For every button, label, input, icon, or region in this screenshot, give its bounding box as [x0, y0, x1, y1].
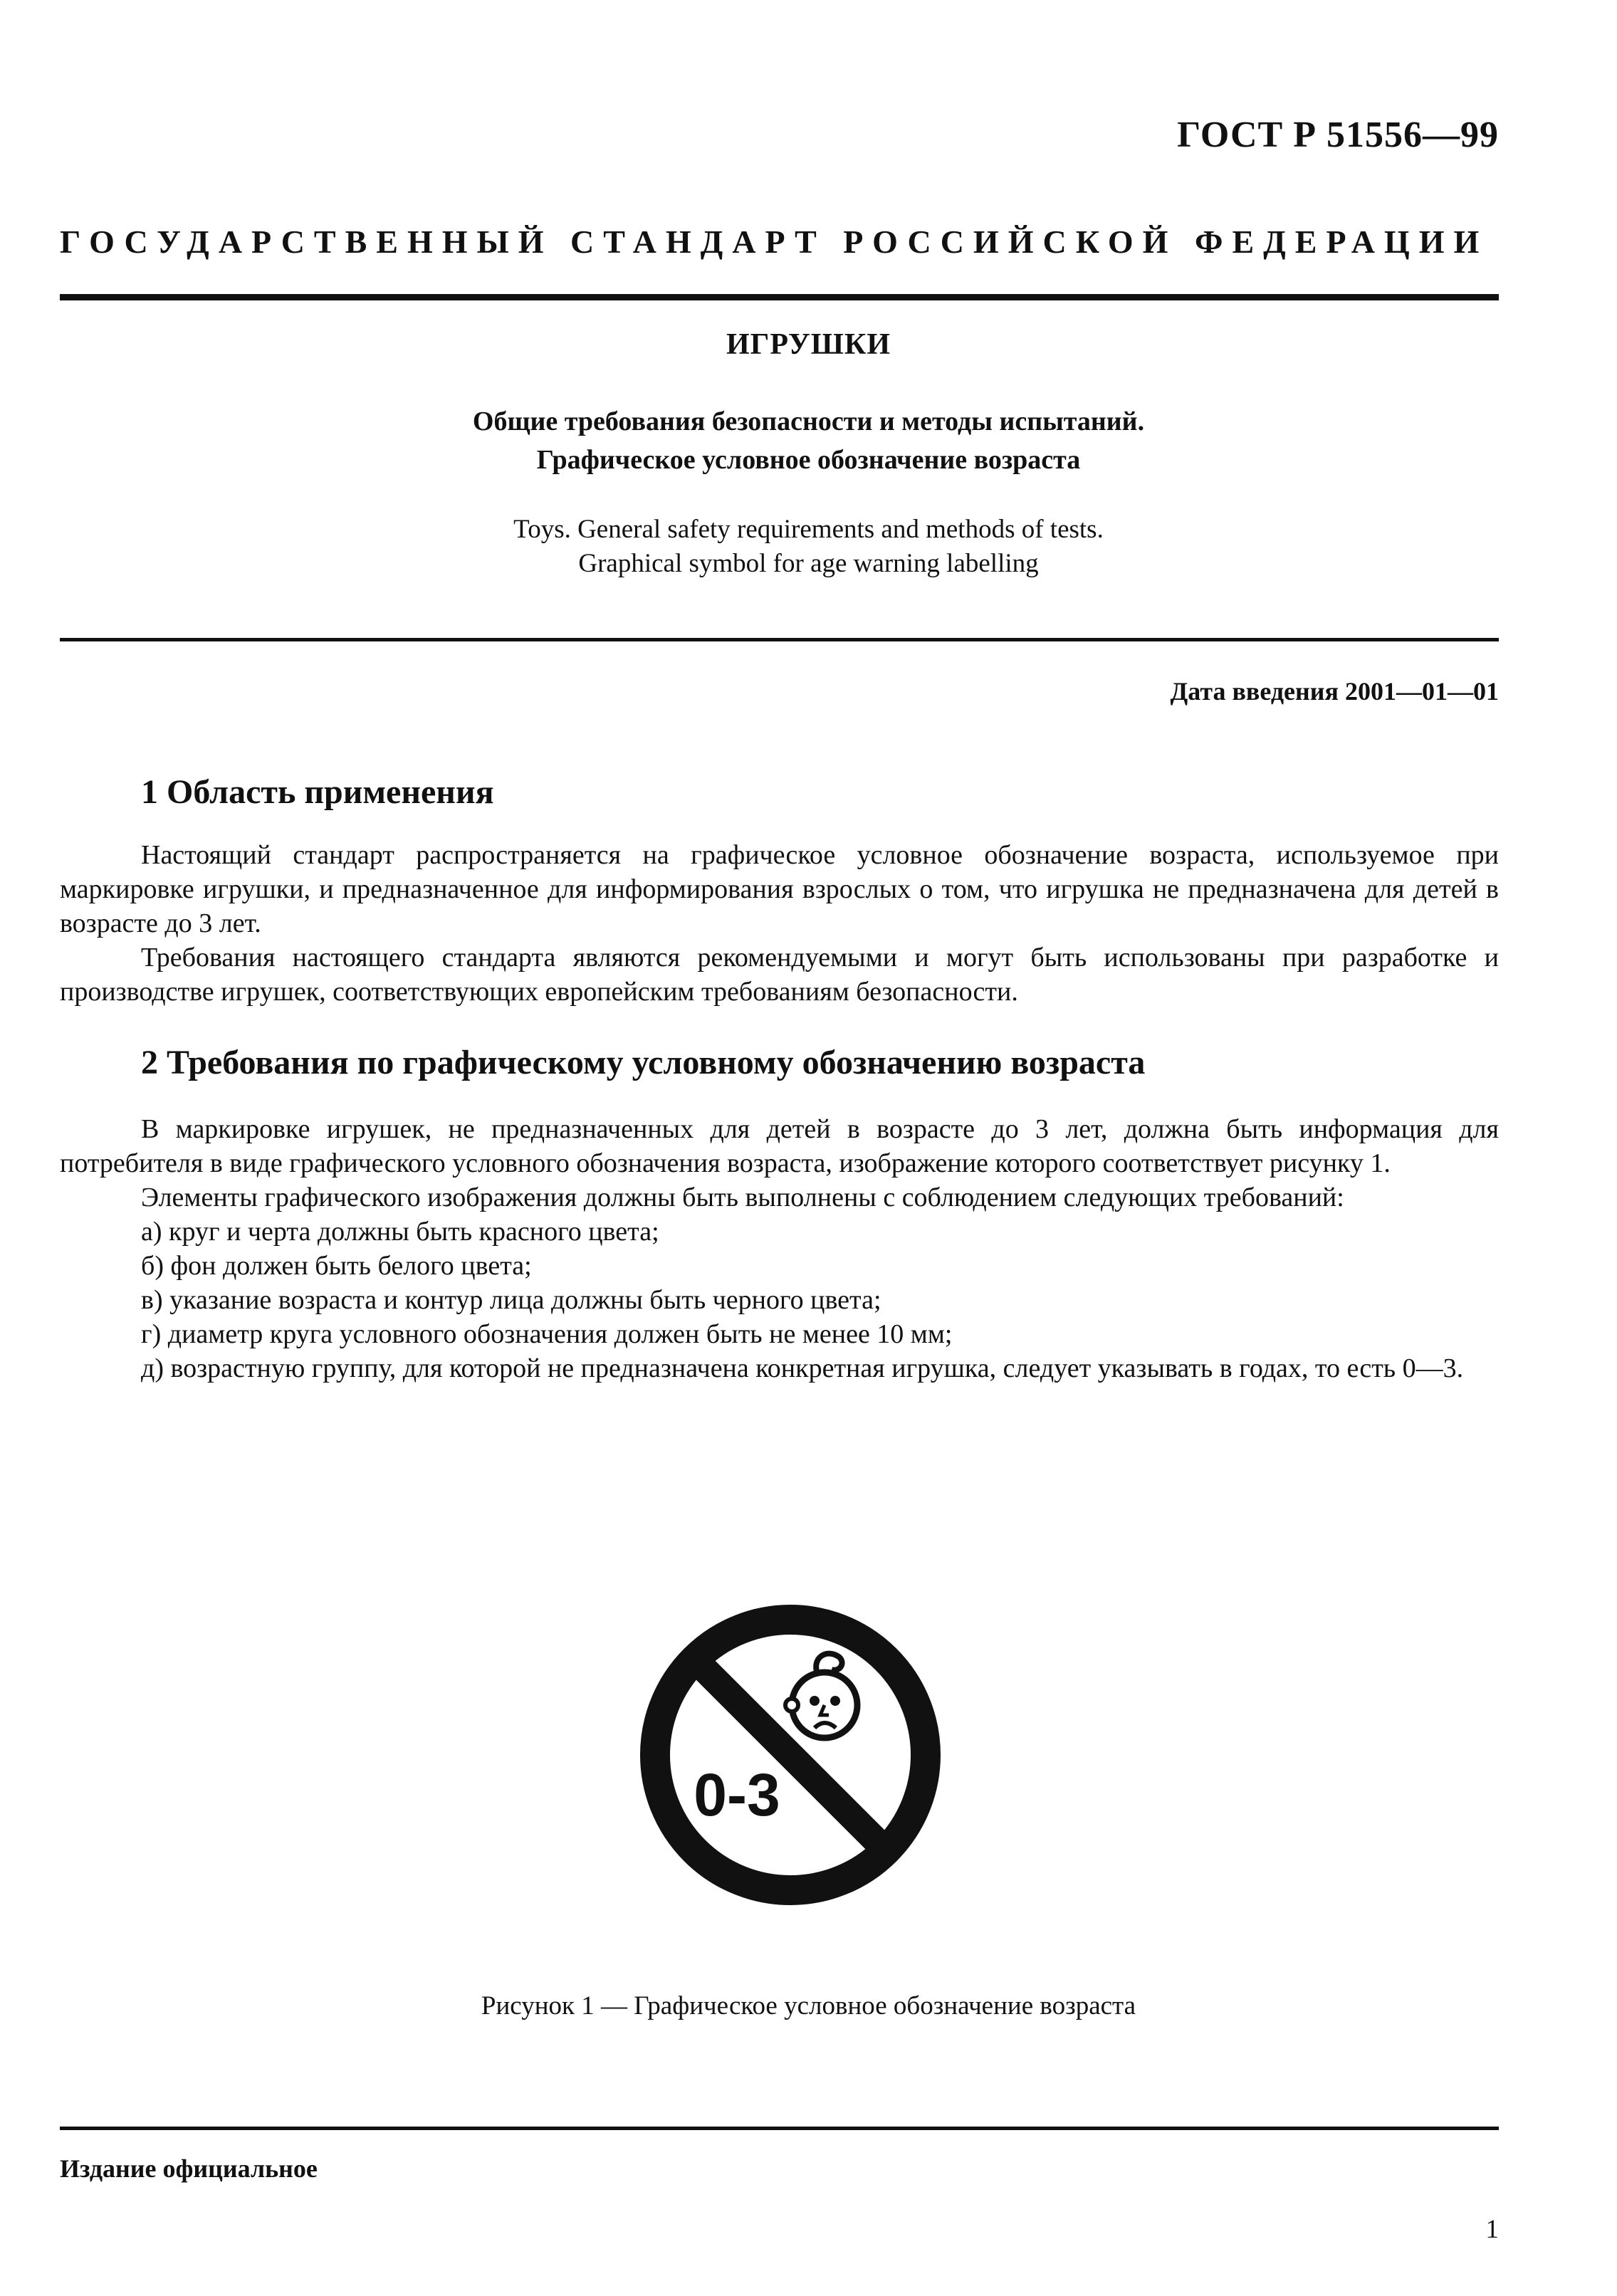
- section-2-body: [60, 1112, 1499, 1385]
- introduction-date: Дата введения 2001—01—01: [1170, 677, 1499, 706]
- age-warning-symbol: [634, 1598, 947, 1912]
- figure-caption: Рисунок 1 — Графическое условное обозначение возраста: [481, 1991, 1136, 2020]
- standard-title: ГОСУДАРСТВЕННЫЙ СТАНДАРТ РОССИЙСКОЙ ФЕДЕРАЦИИ: [60, 224, 1489, 260]
- header-divider: [60, 294, 1499, 300]
- paragraph: Требования настоящего стандарта являются рекомендуемыми и могут быть использованы при разработке и производстве игрушек, соответствующих европейским требованиям безопасности.: [60, 943, 1499, 1007]
- document-code: ГОСТ Р 51556—99: [1177, 115, 1499, 155]
- document-title: ИГРУШКИ: [726, 328, 891, 361]
- paragraph: В маркировке игрушек, не предназначенных для детей в возрасте до 3 лет, должна быть информация для потребителя в виде графического условного обозначения возраста, изображение которого соответствует рисунку 1.: [60, 1114, 1499, 1178]
- paragraph: Элементы графического изображения должны быть выполнены с соблюдением следующих требований:: [141, 1183, 1344, 1212]
- english-title-line-2: Graphical symbol for age warning labelling: [578, 549, 1039, 578]
- list-item: д) возрастную группу, для которой не предназначена конкретная игрушка, следует указывать в годах, то есть 0—3.: [141, 1353, 1464, 1383]
- list-item: г) диаметр круга условного обозначения должен быть не менее 10 мм;: [141, 1319, 953, 1349]
- document-subtitle: [0, 402, 1617, 479]
- list-item: в) указание возраста и контур лица должны быть черного цвета;: [141, 1285, 881, 1315]
- list-item: а) круг и черта должны быть красного цвета;: [141, 1217, 659, 1247]
- page-number: 1: [1485, 2215, 1499, 2244]
- list-item: б) фон должен быть белого цвета;: [141, 1251, 532, 1281]
- footer-divider: [60, 2127, 1499, 2130]
- edition-note: Издание официальное: [60, 2154, 318, 2183]
- section-2-heading: 2 Требования по графическому условному обозначению возраста: [141, 1044, 1146, 1081]
- age-range-text: 0-3: [694, 1761, 780, 1828]
- section-1-heading: 1 Область применения: [141, 773, 494, 811]
- english-title-line-1: Toys. General safety requirements and methods of tests.: [513, 515, 1104, 544]
- subtitle-line-1: Общие требования безопасности и методы испытаний.: [472, 407, 1145, 436]
- subtitle-line-2: Графическое условное обозначение возраста: [536, 445, 1081, 475]
- paragraph: Настоящий стандарт распространяется на графическое условное обозначение возраста, используемое при маркировке игрушки, и предназначенное для информирования взрослых о том, что игрушка не предназначена для детей в возрасте до 3 лет.: [60, 840, 1499, 938]
- section-1-body: [60, 838, 1499, 1009]
- title-divider: [60, 638, 1499, 641]
- english-title: [0, 513, 1617, 581]
